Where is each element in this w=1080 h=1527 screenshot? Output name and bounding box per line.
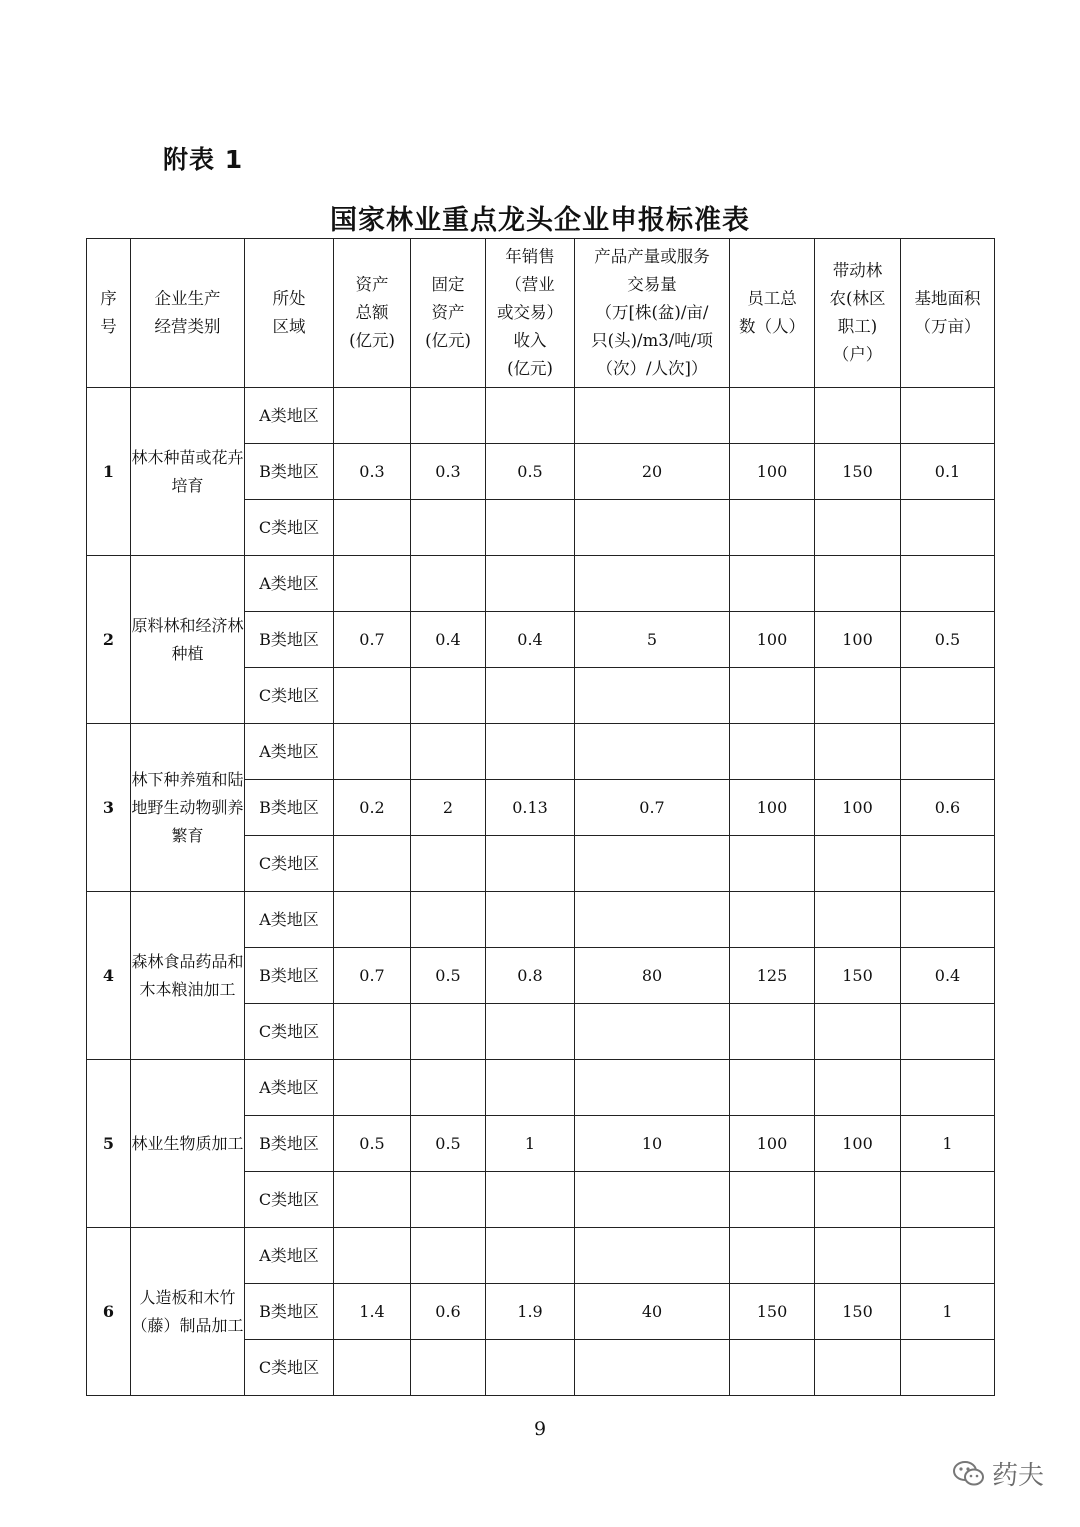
value-cell — [815, 388, 901, 444]
value-cell — [901, 500, 995, 556]
header-text: (亿元) — [507, 359, 553, 378]
value-cell — [815, 556, 901, 612]
value-cell: 0.13 — [486, 780, 575, 836]
value-cell — [334, 724, 411, 780]
value-cell — [815, 668, 901, 724]
header-text: 号 — [100, 317, 117, 336]
value-cell — [730, 1004, 815, 1060]
value-cell — [411, 1228, 486, 1284]
header-text: 或交易） — [497, 303, 563, 322]
value-cell: 80 — [575, 948, 730, 1004]
category-cell: 森林食品药品和木本粮油加工 — [131, 892, 245, 1060]
value-cell — [411, 1060, 486, 1116]
header-text: 只(头)/m3/吨/项 — [591, 331, 713, 350]
value-cell: 100 — [815, 612, 901, 668]
value-cell — [901, 724, 995, 780]
value-cell — [334, 388, 411, 444]
header-cell — [245, 239, 334, 388]
value-cell: 0.4 — [901, 948, 995, 1004]
header-text: 员工总 — [747, 289, 797, 308]
value-cell — [334, 836, 411, 892]
category-cell: 林木种苗或花卉培育 — [131, 388, 245, 556]
value-cell — [411, 556, 486, 612]
value-cell — [730, 1228, 815, 1284]
value-cell — [486, 500, 575, 556]
table-row — [87, 388, 995, 444]
value-cell — [486, 1228, 575, 1284]
value-cell: 0.7 — [334, 948, 411, 1004]
header-row — [87, 239, 995, 388]
region-cell: A类地区 — [245, 724, 334, 780]
value-cell: 0.4 — [411, 612, 486, 668]
region-cell: B类地区 — [245, 612, 334, 668]
category-cell: 林下种养殖和陆地野生动物驯养繁育 — [131, 724, 245, 892]
table-row — [87, 892, 995, 948]
value-cell — [486, 556, 575, 612]
value-cell — [334, 668, 411, 724]
value-cell — [730, 724, 815, 780]
table-row — [87, 1060, 995, 1116]
value-cell: 0.5 — [411, 948, 486, 1004]
value-cell — [730, 1172, 815, 1228]
header-cell — [131, 239, 245, 388]
header-text: 产品产量或服务 — [594, 247, 710, 266]
header-text: （万[株(盆)/亩/ — [595, 303, 709, 322]
header-text: （次）/人次]） — [596, 359, 708, 378]
value-cell — [334, 1004, 411, 1060]
value-cell — [815, 892, 901, 948]
value-cell — [486, 724, 575, 780]
value-cell — [575, 1340, 730, 1396]
header-text: 资产 — [355, 275, 389, 294]
region-cell: C类地区 — [245, 500, 334, 556]
header-cell — [334, 239, 411, 388]
value-cell — [411, 836, 486, 892]
header-text: 收入 — [513, 331, 547, 350]
value-cell — [815, 1004, 901, 1060]
value-cell — [334, 1060, 411, 1116]
header-cell — [730, 239, 815, 388]
value-cell — [411, 388, 486, 444]
region-cell: C类地区 — [245, 1172, 334, 1228]
value-cell — [815, 1172, 901, 1228]
value-cell: 125 — [730, 948, 815, 1004]
header-cell — [411, 239, 486, 388]
value-cell: 0.5 — [486, 444, 575, 500]
header-text: 固定 — [431, 275, 465, 294]
value-cell: 0.4 — [486, 612, 575, 668]
value-cell — [730, 1340, 815, 1396]
value-cell — [575, 836, 730, 892]
header-cell — [486, 239, 575, 388]
value-cell — [575, 1060, 730, 1116]
header-text: 交易量 — [627, 275, 677, 294]
value-cell — [730, 500, 815, 556]
value-cell — [575, 388, 730, 444]
header-text: 数（人） — [739, 317, 805, 336]
value-cell — [730, 388, 815, 444]
value-cell — [730, 556, 815, 612]
value-cell — [815, 1228, 901, 1284]
value-cell — [486, 668, 575, 724]
region-cell: B类地区 — [245, 1116, 334, 1172]
region-cell: A类地区 — [245, 1228, 334, 1284]
value-cell — [486, 892, 575, 948]
value-cell — [486, 1172, 575, 1228]
value-cell — [901, 556, 995, 612]
header-cell — [575, 239, 730, 388]
watermark-text: 药夫 — [991, 1461, 1044, 1491]
value-cell — [815, 1060, 901, 1116]
value-cell: 1.4 — [334, 1284, 411, 1340]
region-cell: C类地区 — [245, 1004, 334, 1060]
region-cell: C类地区 — [245, 1340, 334, 1396]
value-cell — [901, 388, 995, 444]
value-cell — [575, 556, 730, 612]
value-cell — [901, 836, 995, 892]
value-cell — [411, 1004, 486, 1060]
header-cell — [815, 239, 901, 388]
value-cell — [730, 1060, 815, 1116]
value-cell: 0.8 — [486, 948, 575, 1004]
value-cell — [411, 500, 486, 556]
header-text: （营业 — [505, 275, 555, 294]
value-cell — [575, 892, 730, 948]
page-number: 9 — [533, 1418, 547, 1440]
region-cell: A类地区 — [245, 892, 334, 948]
value-cell — [411, 1172, 486, 1228]
value-cell: 1 — [901, 1284, 995, 1340]
value-cell: 100 — [730, 780, 815, 836]
value-cell — [334, 892, 411, 948]
value-cell: 0.7 — [575, 780, 730, 836]
region-cell: C类地区 — [245, 668, 334, 724]
header-text: (亿元) — [349, 331, 395, 350]
value-cell — [730, 836, 815, 892]
value-cell — [575, 1228, 730, 1284]
header-text: 所处 — [272, 289, 306, 308]
seq-cell: 5 — [87, 1060, 131, 1228]
table-title: 国家林业重点龙头企业申报标准表 — [330, 205, 750, 236]
region-cell: B类地区 — [245, 780, 334, 836]
region-cell: C类地区 — [245, 836, 334, 892]
value-cell — [901, 1340, 995, 1396]
value-cell — [575, 724, 730, 780]
value-cell: 100 — [730, 612, 815, 668]
value-cell — [901, 1228, 995, 1284]
value-cell — [730, 668, 815, 724]
value-cell: 5 — [575, 612, 730, 668]
header-cell — [901, 239, 995, 388]
value-cell — [815, 500, 901, 556]
value-cell: 150 — [815, 444, 901, 500]
seq-cell: 4 — [87, 892, 131, 1060]
table-body — [87, 388, 995, 1396]
watermark — [952, 1455, 1044, 1492]
header-text: 农(林区 — [829, 289, 886, 308]
table-row — [87, 724, 995, 780]
value-cell — [486, 1340, 575, 1396]
annex-label: 附表 1 — [163, 145, 244, 174]
value-cell: 20 — [575, 444, 730, 500]
value-cell — [334, 1228, 411, 1284]
header-text: 基地面积 — [914, 289, 981, 308]
value-cell — [815, 1340, 901, 1396]
value-cell: 100 — [815, 1116, 901, 1172]
header-text: 资产 — [431, 303, 465, 322]
region-cell: A类地区 — [245, 556, 334, 612]
value-cell — [486, 1004, 575, 1060]
value-cell: 100 — [730, 444, 815, 500]
header-text: 总额 — [355, 303, 389, 322]
header-text: 经营类别 — [154, 317, 221, 336]
value-cell: 0.1 — [901, 444, 995, 500]
value-cell: 1 — [901, 1116, 995, 1172]
table-row — [87, 556, 995, 612]
region-cell: B类地区 — [245, 948, 334, 1004]
value-cell: 150 — [815, 1284, 901, 1340]
value-cell: 1.9 — [486, 1284, 575, 1340]
value-cell — [575, 668, 730, 724]
value-cell — [815, 724, 901, 780]
value-cell: 100 — [815, 780, 901, 836]
value-cell — [411, 892, 486, 948]
category-cell: 人造板和木竹（藤）制品加工 — [131, 1228, 245, 1396]
value-cell — [815, 836, 901, 892]
seq-cell: 2 — [87, 556, 131, 724]
region-cell: A类地区 — [245, 388, 334, 444]
value-cell: 2 — [411, 780, 486, 836]
value-cell — [486, 836, 575, 892]
category-cell: 林业生物质加工 — [131, 1060, 245, 1228]
value-cell: 0.5 — [901, 612, 995, 668]
header-text: （万亩） — [914, 317, 981, 336]
value-cell — [901, 668, 995, 724]
value-cell — [901, 892, 995, 948]
header-cell — [87, 239, 131, 388]
value-cell — [411, 1340, 486, 1396]
value-cell — [486, 1060, 575, 1116]
value-cell — [334, 500, 411, 556]
seq-cell: 3 — [87, 724, 131, 892]
header-text: 年销售 — [505, 247, 555, 266]
value-cell — [334, 1172, 411, 1228]
seq-cell: 6 — [87, 1228, 131, 1396]
value-cell: 0.3 — [411, 444, 486, 500]
value-cell: 0.6 — [901, 780, 995, 836]
region-cell: A类地区 — [245, 1060, 334, 1116]
value-cell — [575, 1004, 730, 1060]
value-cell — [334, 1340, 411, 1396]
value-cell — [901, 1060, 995, 1116]
value-cell — [486, 388, 575, 444]
value-cell — [334, 556, 411, 612]
header-text: 职工) — [837, 317, 878, 336]
value-cell: 0.2 — [334, 780, 411, 836]
value-cell — [901, 1172, 995, 1228]
value-cell — [411, 724, 486, 780]
value-cell: 0.3 — [334, 444, 411, 500]
header-text: 序 — [100, 289, 117, 308]
value-cell: 150 — [730, 1284, 815, 1340]
header-text: 带动林 — [832, 261, 883, 280]
category-cell: 原料林和经济林种植 — [131, 556, 245, 724]
region-cell: B类地区 — [245, 444, 334, 500]
standards-table — [86, 238, 995, 1396]
value-cell — [575, 500, 730, 556]
table-row — [87, 1228, 995, 1284]
value-cell: 40 — [575, 1284, 730, 1340]
value-cell — [411, 668, 486, 724]
value-cell: 0.6 — [411, 1284, 486, 1340]
header-text: 企业生产 — [154, 289, 221, 308]
header-text: 区域 — [272, 317, 306, 336]
value-cell: 0.7 — [334, 612, 411, 668]
value-cell: 0.5 — [334, 1116, 411, 1172]
header-text: (亿元) — [425, 331, 471, 350]
seq-cell: 1 — [87, 388, 131, 556]
value-cell: 1 — [486, 1116, 575, 1172]
value-cell — [730, 892, 815, 948]
header-text: （户） — [832, 345, 883, 364]
wechat-icon — [952, 1459, 986, 1489]
value-cell: 0.5 — [411, 1116, 486, 1172]
value-cell: 100 — [730, 1116, 815, 1172]
region-cell: B类地区 — [245, 1284, 334, 1340]
value-cell — [901, 1004, 995, 1060]
value-cell: 10 — [575, 1116, 730, 1172]
value-cell: 150 — [815, 948, 901, 1004]
value-cell — [575, 1172, 730, 1228]
